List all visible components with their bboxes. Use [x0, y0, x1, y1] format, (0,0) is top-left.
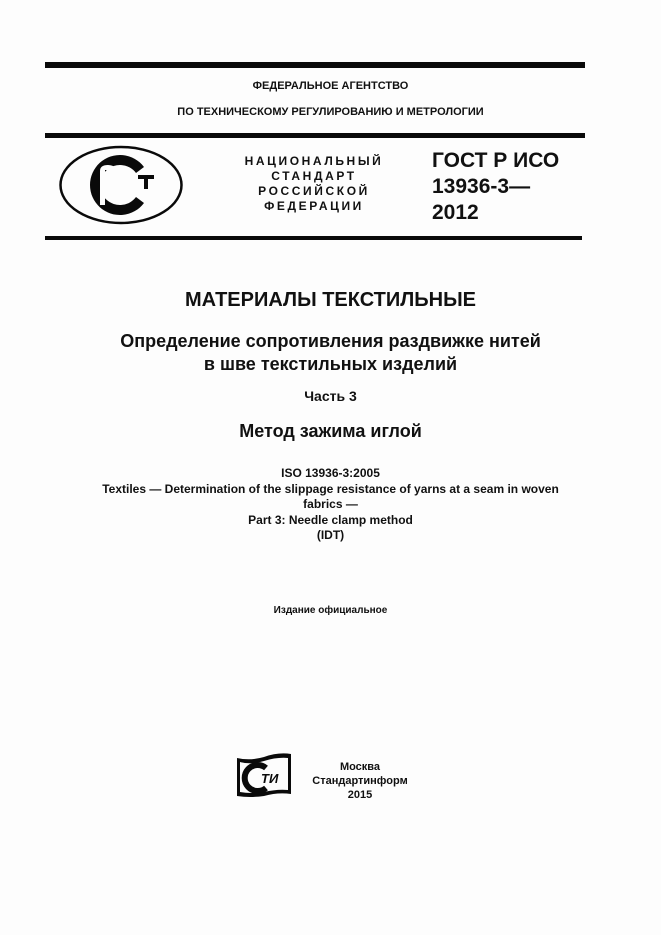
document-subtitle: [0, 330, 661, 376]
method-title: Метод зажима иглой: [239, 421, 422, 441]
natstd-line-4: ФЕДЕРАЦИИ: [264, 199, 364, 213]
gost-number-line-3: 2012: [432, 201, 479, 224]
top-rule: [45, 62, 585, 68]
document-title: МАТЕРИАЛЫ ТЕКСТИЛЬНЫЕ: [184, 289, 477, 311]
national-standard-label: [236, 154, 392, 214]
part-label: Часть 3: [304, 388, 357, 404]
iso-title-line-2: fabrics —: [303, 497, 358, 511]
gost-logo-icon: [58, 145, 184, 225]
publisher-name: Стандартинформ: [312, 775, 408, 787]
header-rule: [45, 133, 585, 138]
subtitle-line-1: Определение сопротивления раздвижке нитей: [120, 331, 541, 351]
standard-block-rule: [45, 236, 582, 240]
natstd-line-1: НАЦИОНАЛЬНЫЙ: [244, 154, 384, 168]
gost-number-line-2: 13936-3—: [432, 175, 531, 198]
standartinform-logo-icon: [236, 752, 292, 798]
iso-title-line-1: Textiles — Determination of the slippage resistance of yarns at a seam in woven: [102, 481, 559, 496]
agency-line-1: ФЕДЕРАЛЬНОЕ АГЕНТСТВО: [252, 80, 409, 92]
publisher-city: Москва: [339, 761, 381, 773]
iso-number: ISO 13936-3:2005: [281, 466, 380, 480]
iso-part: Part 3: Needle clamp method: [248, 512, 413, 527]
publisher-block: [300, 760, 420, 802]
iso-reference: [0, 466, 661, 544]
subtitle-line-2: в шве текстильных изделий: [203, 354, 458, 374]
agency-line-2: ПО ТЕХНИЧЕСКОМУ РЕГУЛИРОВАНИЮ И МЕТРОЛОГИИ: [177, 106, 484, 118]
publisher-year: 2015: [347, 789, 373, 801]
svg-text:ТИ: ТИ: [261, 771, 279, 786]
official-edition-label: Издание официальное: [273, 605, 388, 616]
natstd-line-2: СТАНДАРТ: [271, 169, 357, 183]
gost-number-line-1: ГОСТ Р ИСО: [432, 149, 560, 172]
natstd-line-3: РОССИЙСКОЙ: [258, 184, 370, 198]
gost-number: [432, 148, 559, 226]
iso-degree: (IDT): [316, 528, 345, 542]
